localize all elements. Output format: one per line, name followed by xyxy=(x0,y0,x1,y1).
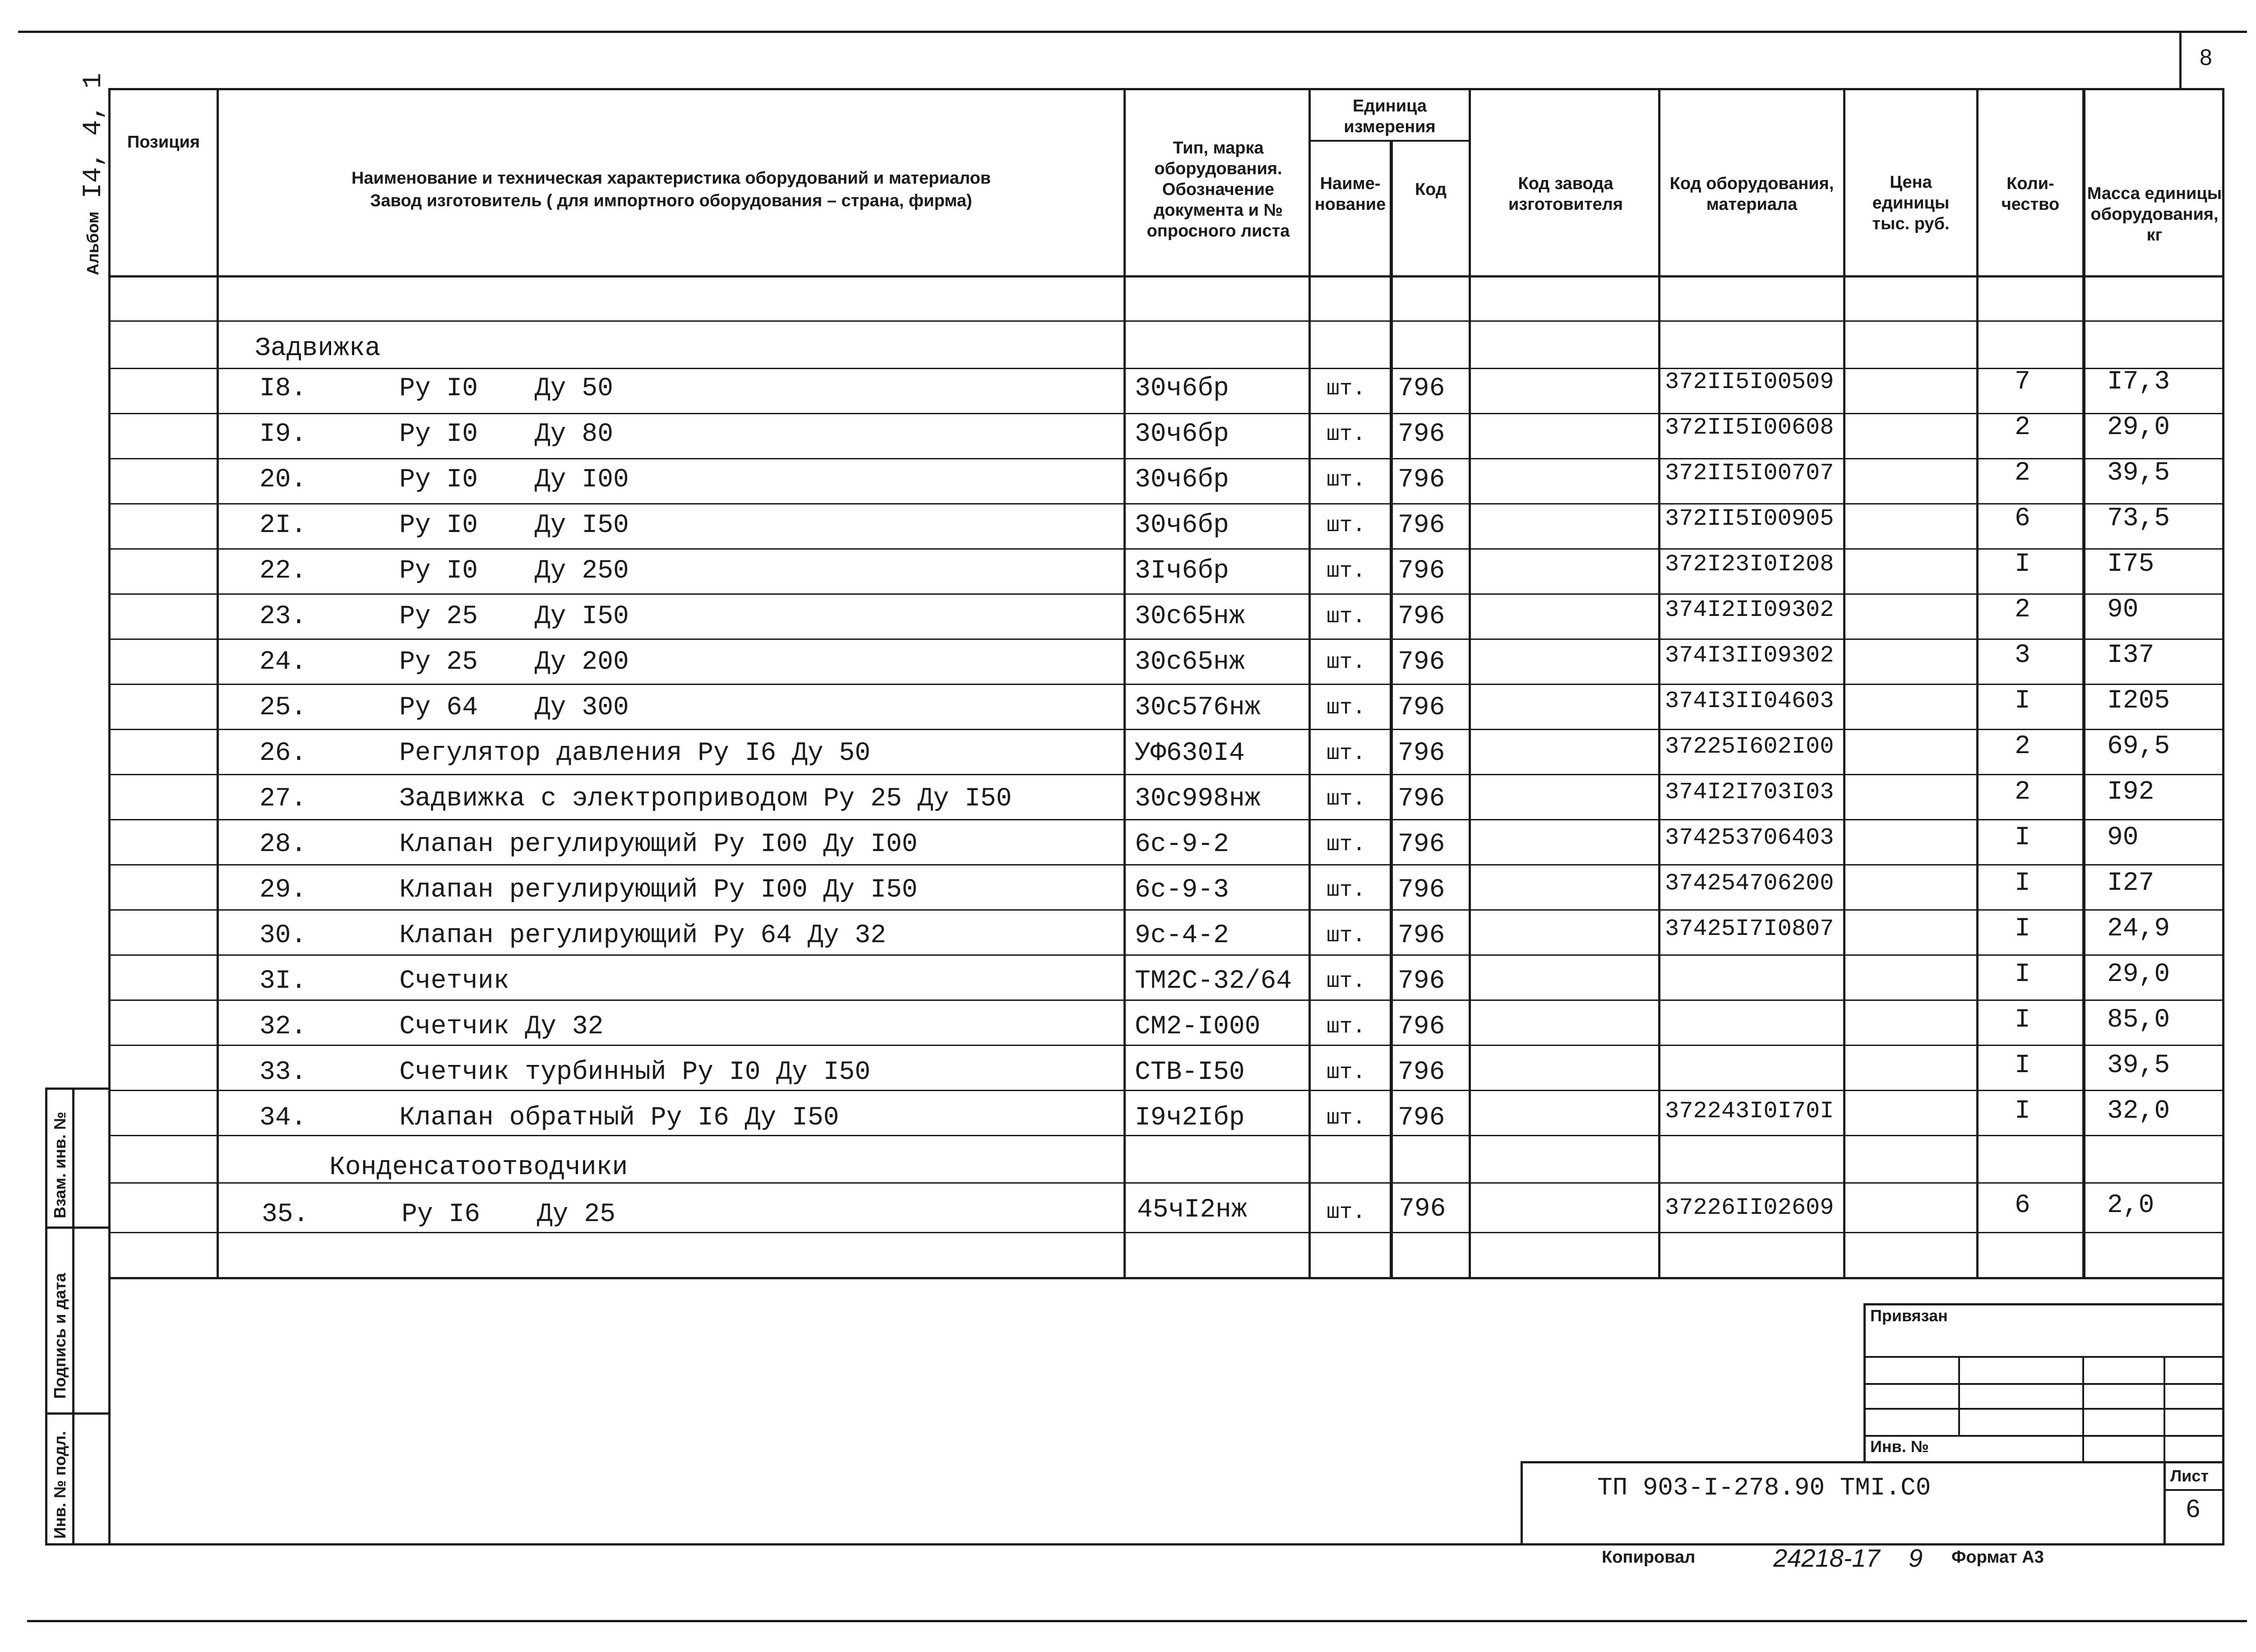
col-line-4 xyxy=(1390,140,1393,1279)
footer-copied: Копировал xyxy=(1602,1548,1696,1567)
row-name: Счетчик xyxy=(399,967,509,996)
row-pos: 26. xyxy=(259,739,307,768)
row-unit: шт. xyxy=(1327,377,1366,401)
row-unit: шт. xyxy=(1327,787,1366,811)
row-mass: I27 xyxy=(2107,869,2154,898)
row-unit: шт. xyxy=(1327,605,1366,629)
row-diameter: Ду I50 xyxy=(535,602,629,631)
row-separator xyxy=(108,729,2224,730)
row-unit: шт. xyxy=(1327,559,1366,583)
row-pos: 27. xyxy=(259,784,307,814)
row-mass: 73,5 xyxy=(2107,504,2170,533)
stamp-inv-no: Инв. № xyxy=(1870,1437,1929,1456)
row-pos: 32. xyxy=(259,1012,307,1041)
row-unit-code: 796 xyxy=(1398,830,1445,859)
frame-right xyxy=(2222,88,2224,1545)
row-unit-code: 796 xyxy=(1398,875,1445,905)
side-stamp-div1 xyxy=(45,1226,111,1229)
row-mass: 85,0 xyxy=(2107,1005,2170,1035)
table-top xyxy=(108,88,2224,90)
row-diameter: Ду 80 xyxy=(535,420,614,449)
row-type: 3Iч6бр xyxy=(1135,556,1229,586)
row-equipment-code: 374I3II04603 xyxy=(1665,688,1834,714)
row-type: 30ч6бр xyxy=(1135,511,1229,540)
footer-order: 24218-17 xyxy=(1773,1544,1880,1572)
row-type: УФ630I4 xyxy=(1135,739,1245,768)
row-equipment-code: 374I2I703I03 xyxy=(1665,779,1834,805)
row-unit: шт. xyxy=(1327,1060,1366,1085)
row-name: Регулятор давления Ру I6 Ду 50 xyxy=(399,739,871,768)
trap-pos: 35. xyxy=(262,1200,309,1229)
row-qty: I xyxy=(2015,1051,2030,1080)
row-unit-code: 796 xyxy=(1398,693,1445,722)
row-type: 30с65нж xyxy=(1135,648,1245,677)
row-type: ТМ2С-32/64 xyxy=(1135,967,1292,996)
row-separator xyxy=(108,1045,2224,1046)
row-pressure: Ру 64 xyxy=(399,693,478,722)
sheet-label-divider xyxy=(2164,1489,2224,1491)
row-qty: I xyxy=(2015,1097,2030,1126)
side-stamp-top xyxy=(45,1087,111,1090)
row-separator xyxy=(108,864,2224,865)
row-unit: шт. xyxy=(1327,833,1366,857)
row-pressure: Ру I0 xyxy=(399,556,478,586)
header-factory-code: Код завода изготовителя xyxy=(1508,174,1623,214)
row-qty: I xyxy=(2015,686,2030,716)
row-separator xyxy=(108,503,2224,504)
stamp-sheet-label: Лист xyxy=(2170,1467,2209,1485)
row-separator xyxy=(108,639,2224,640)
album-number: I4, 4, 1 xyxy=(79,73,108,199)
row-mass: 69,5 xyxy=(2107,732,2170,761)
row-pos: 34. xyxy=(259,1103,307,1133)
row-mass: I37 xyxy=(2107,641,2154,670)
stamp-col1 xyxy=(1958,1356,1960,1435)
row-pos: 2I. xyxy=(259,511,307,540)
row-equipment-code: 374I2II09302 xyxy=(1665,597,1834,623)
header-position: Позиция xyxy=(127,133,200,152)
row-separator xyxy=(108,548,2224,550)
row-mass: 32,0 xyxy=(2107,1097,2170,1126)
side-stamp-div2 xyxy=(45,1412,111,1415)
row-type: 30ч6бр xyxy=(1135,420,1229,449)
album-label: Альбом xyxy=(83,211,102,275)
trap-p2: Ду 25 xyxy=(537,1200,616,1229)
row-pos: 22. xyxy=(259,556,307,586)
row-mass: 39,5 xyxy=(2107,458,2170,488)
row-separator xyxy=(108,1232,2224,1233)
row-unit-code: 796 xyxy=(1398,739,1445,768)
row-unit-code: 796 xyxy=(1398,556,1445,586)
row-unit-code: 796 xyxy=(1398,420,1445,449)
row-name: Счетчик турбинный Ру I0 Ду I50 xyxy=(399,1058,871,1087)
header-mass: Масса единицы оборудования, кг xyxy=(2087,184,2222,245)
row-separator xyxy=(108,458,2224,459)
row-separator xyxy=(108,320,2224,322)
row-unit: шт. xyxy=(1327,650,1366,675)
row-diameter: Ду 300 xyxy=(535,693,629,722)
header-type: Тип, марка оборудования. Обозначение документа и № опросного листа xyxy=(1146,139,1290,241)
row-separator xyxy=(108,909,2224,911)
row-mass: 39,5 xyxy=(2107,1051,2170,1080)
row-separator xyxy=(108,1090,2224,1091)
row-separator xyxy=(108,684,2224,685)
row-equipment-code: 374253706403 xyxy=(1665,824,1834,851)
row-mass: I75 xyxy=(2107,550,2154,579)
row-qty: I xyxy=(2015,914,2030,944)
row-qty: I xyxy=(2015,823,2030,852)
frame-left xyxy=(108,88,111,1545)
row-separator xyxy=(108,413,2224,414)
row-pressure: Ру 25 xyxy=(399,648,478,677)
page-number: 8 xyxy=(2200,45,2212,70)
row-pos: 33. xyxy=(259,1058,307,1087)
header-unit-name: Наиме- нование xyxy=(1314,174,1386,214)
header-equipment-code: Код оборудования, материала xyxy=(1669,174,1834,214)
row-unit-code: 796 xyxy=(1398,967,1445,996)
row-unit: шт. xyxy=(1327,741,1366,766)
row-unit-code: 796 xyxy=(1398,374,1445,403)
row-diameter: Ду I00 xyxy=(535,465,629,495)
row-qty: 2 xyxy=(2015,777,2030,807)
row-qty: I xyxy=(2015,550,2030,579)
row-equipment-code: 374254706200 xyxy=(1665,870,1834,897)
footer-order-suffix: 9 xyxy=(1909,1544,1923,1572)
row-equipment-code: 372I23I0I208 xyxy=(1665,551,1834,578)
row-unit: шт. xyxy=(1327,468,1366,492)
header-qty: Коли- чество xyxy=(2001,174,2060,214)
trap-type: 45чI2нж xyxy=(1137,1195,1247,1225)
row-pos: 29. xyxy=(259,875,307,905)
stamp-col2 xyxy=(2082,1356,2084,1461)
row-pos: 28. xyxy=(259,830,307,859)
row-qty: 6 xyxy=(2015,504,2030,533)
row-type: 30с998нж xyxy=(1135,784,1261,814)
row-qty: 2 xyxy=(2015,458,2030,488)
row-pos: I8. xyxy=(259,374,307,403)
row-equipment-code: 372II5I00905 xyxy=(1665,505,1834,532)
row-unit: шт. xyxy=(1327,514,1366,538)
row-type: 6с-9-3 xyxy=(1135,875,1229,905)
row-diameter: Ду 50 xyxy=(535,374,614,403)
row-qty: I xyxy=(2015,1005,2030,1035)
trap-code: 796 xyxy=(1399,1194,1446,1224)
row-unit-code: 796 xyxy=(1398,784,1445,814)
title-block-left xyxy=(1521,1461,1523,1545)
stamp-sheet-no: 6 xyxy=(2186,1494,2201,1522)
row-unit-code: 796 xyxy=(1398,1012,1445,1041)
table-body-bottom xyxy=(108,1277,2224,1279)
row-qty: 3 xyxy=(2015,641,2030,670)
row-qty: 2 xyxy=(2015,413,2030,442)
row-mass: 90 xyxy=(2107,823,2139,852)
row-unit-code: 796 xyxy=(1398,1058,1445,1087)
row-unit: шт. xyxy=(1327,878,1366,902)
section-traps: Конденсатоотводчики xyxy=(329,1153,628,1182)
row-unit: шт. xyxy=(1327,969,1366,994)
row-equipment-code: 372II5I00707 xyxy=(1665,460,1834,486)
trap-eq-code: 37226II02609 xyxy=(1665,1194,1834,1221)
row-unit: шт. xyxy=(1327,1015,1366,1039)
stamp-left xyxy=(1863,1303,1866,1461)
stamp-row1 xyxy=(1863,1356,2224,1358)
row-unit: шт. xyxy=(1327,696,1366,720)
stamp-designation: ТП 903-I-278.90 ТМI.С0 xyxy=(1597,1473,1931,1502)
row-mass: 90 xyxy=(2107,595,2139,625)
unit-group-divider xyxy=(1308,140,1469,142)
row-separator xyxy=(108,593,2224,595)
row-equipment-code: 374I3II09302 xyxy=(1665,642,1834,669)
header-name-line1: Наименование и техническая характеристика оборудований и материалов xyxy=(351,169,991,188)
row-type: 30ч6бр xyxy=(1135,465,1229,495)
row-mass: 24,9 xyxy=(2107,914,2170,944)
row-type: СТВ-I50 xyxy=(1135,1058,1245,1087)
header-name-line2: Завод изготовитель ( для импортного оборудования – страна, фирма) xyxy=(370,191,972,210)
row-separator xyxy=(108,1135,2224,1136)
row-pressure: Ру I0 xyxy=(399,465,478,495)
row-pos: I9. xyxy=(259,420,307,449)
row-mass: I92 xyxy=(2107,777,2154,807)
row-unit-code: 796 xyxy=(1398,1103,1445,1133)
row-equipment-code: 37425I7I0807 xyxy=(1665,916,1834,942)
page-bottom-line xyxy=(27,1620,2247,1622)
side-stamp-podpis: Подпись и дата xyxy=(51,1273,69,1399)
row-pressure: Ру I0 xyxy=(399,420,478,449)
stamp-row4 xyxy=(1863,1435,2224,1437)
row-type: 30ч6бр xyxy=(1135,374,1229,403)
row-type: I9ч2Iбр xyxy=(1135,1103,1245,1133)
row-name: Счетчик Ду 32 xyxy=(399,1012,604,1041)
stamp-row3 xyxy=(1863,1408,2224,1410)
row-separator xyxy=(108,954,2224,956)
row-unit-code: 796 xyxy=(1398,511,1445,540)
trap-p1: Ру I6 xyxy=(402,1200,481,1229)
row-separator xyxy=(108,368,2224,369)
row-pos: 20. xyxy=(259,465,307,495)
row-separator xyxy=(108,774,2224,775)
row-pressure: Ру I0 xyxy=(399,374,478,403)
row-unit: шт. xyxy=(1327,924,1366,948)
row-qty: 7 xyxy=(2015,367,2030,397)
row-type: 9с-4-2 xyxy=(1135,921,1229,950)
row-mass: I205 xyxy=(2107,686,2170,716)
row-pos: 3I. xyxy=(259,967,307,996)
trap-mass: 2,0 xyxy=(2107,1191,2154,1220)
row-qty: I xyxy=(2015,869,2030,898)
row-unit-code: 796 xyxy=(1398,648,1445,677)
row-name: Клапан регулирующий Ру I00 Ду I50 xyxy=(399,875,918,905)
row-unit: шт. xyxy=(1327,1106,1366,1130)
row-separator xyxy=(108,1000,2224,1001)
row-type: 30с65нж xyxy=(1135,602,1245,631)
title-block-sheet-divider xyxy=(2164,1461,2166,1545)
side-stamp-left xyxy=(45,1087,47,1546)
row-unit: шт. xyxy=(1327,422,1366,447)
row-qty: 2 xyxy=(2015,732,2030,761)
row-diameter: Ду I50 xyxy=(535,511,629,540)
row-name: Клапан обратный Ру I6 Ду I50 xyxy=(399,1103,839,1133)
row-mass: I7,3 xyxy=(2107,367,2170,397)
header-bottom xyxy=(108,275,2224,278)
row-type: СМ2-I000 xyxy=(1135,1012,1261,1041)
row-equipment-code: 372II5I00608 xyxy=(1665,414,1834,441)
stamp-top xyxy=(1863,1303,2224,1305)
stamp-row2 xyxy=(1863,1383,2224,1385)
side-stamp-vzam: Взам. инв. № xyxy=(51,1111,69,1218)
row-diameter: Ду 200 xyxy=(535,648,629,677)
stamp-col3 xyxy=(2164,1356,2165,1461)
header-unit-code: Код xyxy=(1415,180,1447,199)
frame-bottom xyxy=(45,1543,2224,1546)
footer-format: Формат А3 xyxy=(1951,1548,2044,1567)
top-border xyxy=(18,31,2247,33)
side-stamp-inv: Инв. № подл. xyxy=(51,1431,69,1539)
row-diameter: Ду 250 xyxy=(535,556,629,586)
page-number-box-left xyxy=(2179,32,2182,90)
row-name: Клапан регулирующий Ру 64 Ду 32 xyxy=(399,921,886,950)
row-mass: 29,0 xyxy=(2107,413,2170,442)
row-unit-code: 796 xyxy=(1398,465,1445,495)
title-block-top xyxy=(1521,1461,2224,1463)
row-mass: 29,0 xyxy=(2107,960,2170,989)
row-equipment-code: 372243I0I70I xyxy=(1665,1098,1834,1124)
row-pressure: Ру I0 xyxy=(399,511,478,540)
row-equipment-code: 372II5I00509 xyxy=(1665,369,1834,395)
row-name: Клапан регулирующий Ру I00 Ду I00 xyxy=(399,830,918,859)
row-unit-code: 796 xyxy=(1398,602,1445,631)
trap-qty: 6 xyxy=(2015,1191,2030,1220)
section-valves: Задвижка xyxy=(255,334,381,363)
row-qty: I xyxy=(2015,960,2030,989)
header-unit-group: Единица измерения xyxy=(1344,96,1436,136)
header-price: Цена единицы тыс. руб. xyxy=(1872,173,1950,233)
row-unit-code: 796 xyxy=(1398,921,1445,950)
row-name: Задвижка с электроприводом Ру 25 Ду I50 xyxy=(399,784,1012,814)
row-qty: 2 xyxy=(2015,595,2030,625)
row-type: 6с-9-2 xyxy=(1135,830,1229,859)
row-pos: 25. xyxy=(259,693,307,722)
row-pos: 24. xyxy=(259,648,307,677)
row-separator xyxy=(108,819,2224,820)
row-pos: 23. xyxy=(259,602,307,631)
row-type: 30с576нж xyxy=(1135,693,1261,722)
row-equipment-code: 37225I602I00 xyxy=(1665,733,1834,760)
trap-unit: шт. xyxy=(1327,1200,1366,1225)
row-pressure: Ру 25 xyxy=(399,602,478,631)
row-pos: 30. xyxy=(259,921,307,950)
stamp-privyazan: Привязан xyxy=(1870,1306,1948,1325)
side-stamp-mid xyxy=(72,1087,74,1546)
row-separator xyxy=(108,1182,2224,1184)
